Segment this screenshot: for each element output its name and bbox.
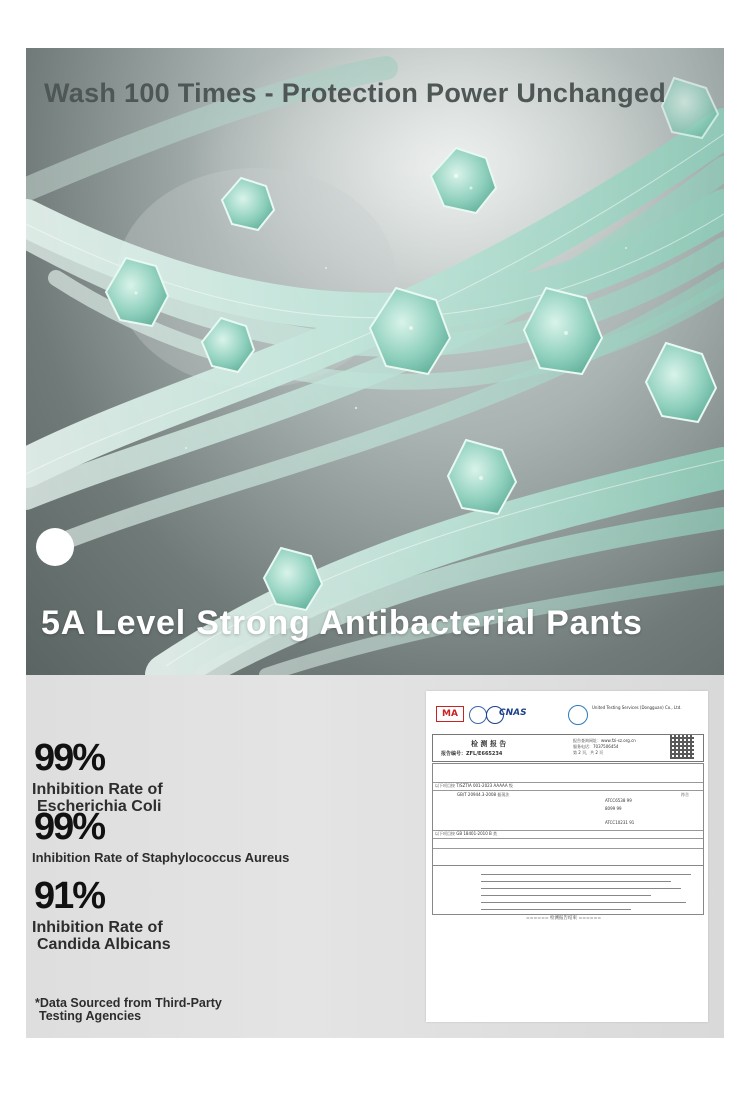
report-page: 第 2 页，共 2 页 xyxy=(573,750,604,755)
stat-label-staph: Inhibition Rate of Staphylococcus Aureus xyxy=(32,850,290,865)
report-end-mark: ====== 检测报告结束 ====== xyxy=(526,916,602,921)
stat-value-candida: 91% xyxy=(34,875,105,917)
report-remarks xyxy=(432,865,704,915)
report-contact xyxy=(573,738,636,756)
report-title: 检 测 报 告 xyxy=(471,740,507,748)
ilac-mra-logo xyxy=(469,706,487,724)
note-line2: Testing Agencies xyxy=(39,1009,142,1023)
product-title: 5A Level Strong Antibacterial Pants xyxy=(41,604,643,642)
hero-image xyxy=(26,48,724,675)
report-website: 报告查询网址：www.fzi-sz.org.cn xyxy=(573,738,636,743)
data-source-note xyxy=(35,997,222,1023)
result-2: 8099 99 xyxy=(605,806,622,811)
stat-value-ecoli: 99% xyxy=(34,737,105,779)
white-dot-marker xyxy=(36,528,74,566)
stat-label-candida-line2: Candida Albicans xyxy=(37,936,171,953)
standard-line: 以下项目按 T/SZTIA 001-2023 AAAAA 级 xyxy=(435,783,513,788)
uts-org-name: United Testing Services (Dongguan) Co., Ltd. xyxy=(592,705,682,710)
note-line1: *Data Sourced from Third-Party xyxy=(35,996,222,1010)
uts-logo xyxy=(568,705,588,725)
stats-panel xyxy=(26,675,724,1038)
result-1: ATCC6538 99 xyxy=(605,798,632,803)
report-number: 报告编号：ZFL/E665234 xyxy=(441,751,503,757)
fiber-illustration xyxy=(26,48,724,675)
result-3: ATCC10231 91 xyxy=(605,820,635,825)
stat-label-candida-line1: Inhibition Rate of xyxy=(32,919,163,936)
standard-line-2: 以下项目按 GB 18401-2010 B 类 xyxy=(435,831,498,836)
stat-value-staph: 99% xyxy=(34,806,105,848)
test-method: GB/T 20944.3-2008 振荡法 xyxy=(457,792,510,797)
stat-label-ecoli-line1: Inhibition Rate of xyxy=(32,781,163,798)
cnas-logo: CNAS xyxy=(499,708,527,718)
report-phone: 服务电话：7037506454 xyxy=(573,744,619,749)
headline: Wash 100 Times - Protection Power Unchanged xyxy=(44,78,667,108)
verdict: 符合 xyxy=(681,792,689,797)
ma-logo: MA xyxy=(436,706,464,722)
report-header xyxy=(432,734,704,762)
test-report-document xyxy=(426,691,708,1022)
qr-code-icon xyxy=(670,735,694,759)
stat-label-ecoli-line2: Escherichia Coli xyxy=(37,798,162,815)
stat-label-candida xyxy=(32,919,171,953)
